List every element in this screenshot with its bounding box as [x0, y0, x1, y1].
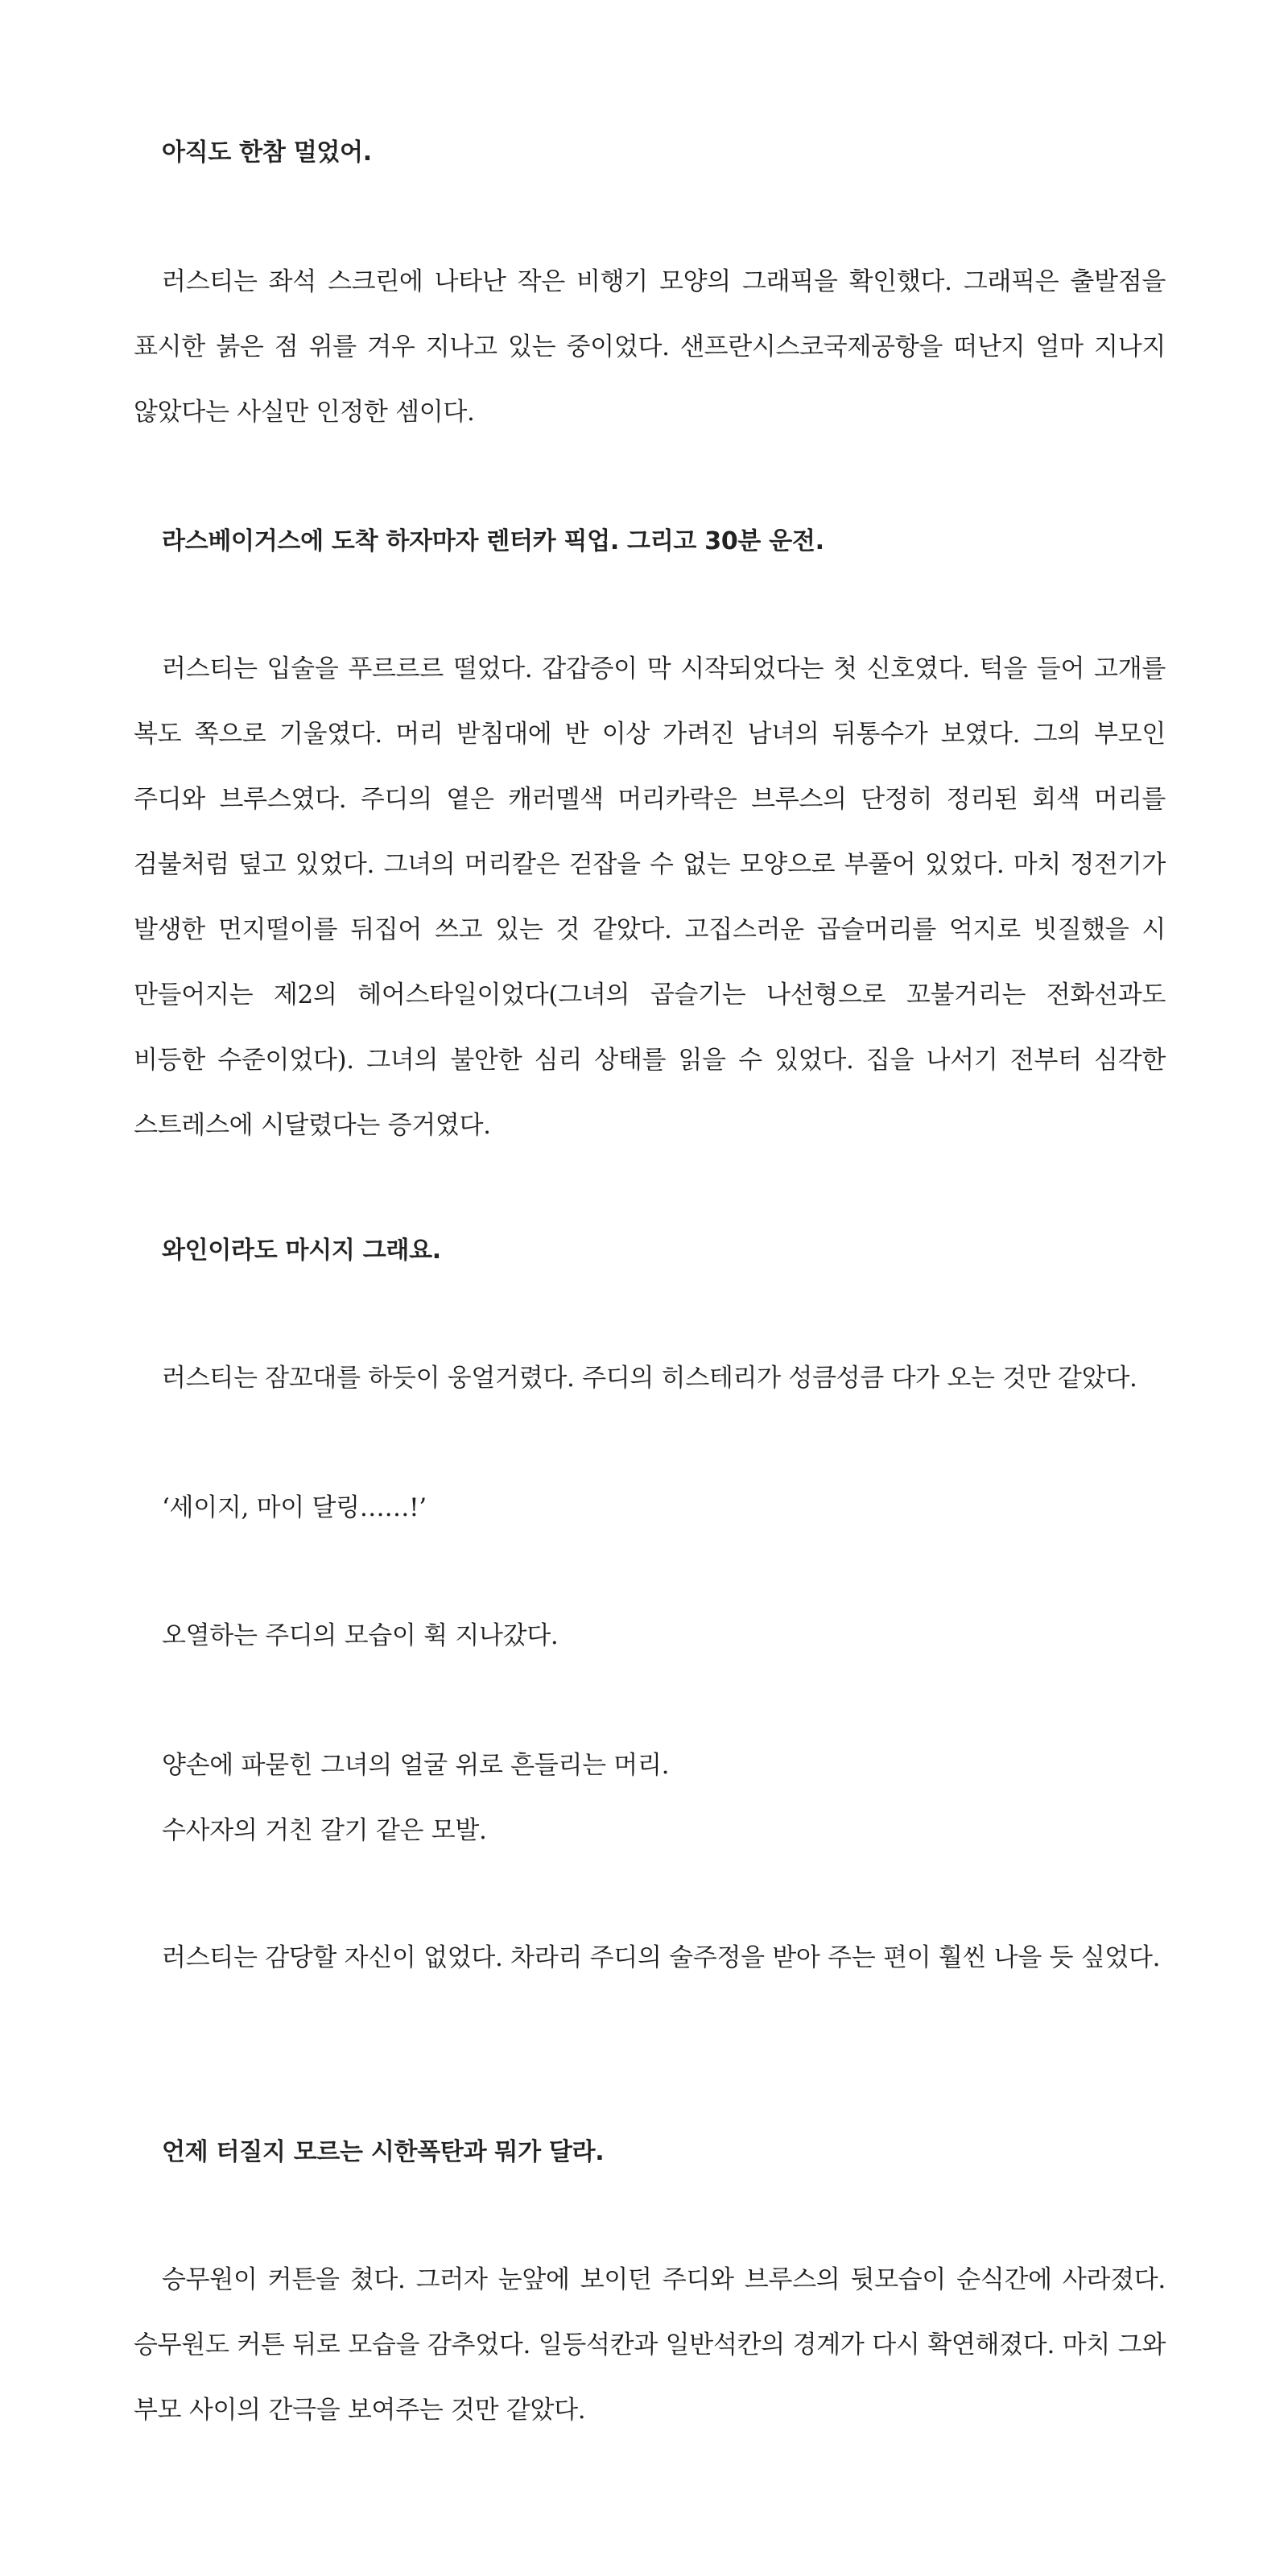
narration-paragraph: 오열하는 주디의 모습이 휙 지나갔다.	[162, 1621, 559, 1650]
text-line: 수사자의 거친 갈기 같은 모발.	[162, 1816, 487, 1845]
inner-thought: 언제 터질지 모르는 시한폭탄과 뭐가 달라.	[162, 2138, 605, 2166]
dialogue-quote: ‘세이지, 마이 달링……!’	[162, 1493, 427, 1522]
narration-paragraph: 러스티는 입술을 푸르르르 떨었다. 갑갑증이 막 시작되었다는 첫 신호였다. 턱을 들어 고개를 복도 쪽으로 기울였다. 머리 받침대에 반 이상 가려진 남녀의 뒤통수가 보였다. 그의 부모인 주디와 브루스였다. 주디의 옅은 캐러멜색 머리카락은 브루스의 단정히 정리된 회색 머리를 검불처럼 덮고 있었다. 그녀의 머리칼은 걷잡을 수 없는 모양으로 부풀어 있었다. 마치 정전기가 발생한 먼지떨이를 뒤집어 쓰고 있는 것 같았다. 고집스러운 곱슬머리를 억지로 빗질했을 시 만들어지는 제2의 헤어스타일이었다(그녀의 곱슬기는 나선형으로 꼬불거리는 전화선과도 비등한 수준이었다). 그녀의 불안한 심리 상태를 읽을 수 있었다. 집을 나서기 전부터 심각한 스트레스에 시달렸다는 증거였다.	[134, 654, 1166, 1140]
narration-paragraph: 러스티는 잠꼬대를 하듯이 웅얼거렸다. 주디의 히스테리가 성큼성큼 다가 오는 것만 같았다.	[162, 1364, 1137, 1393]
inner-thought: 와인이라도 마시지 그래요.	[162, 1236, 441, 1265]
inner-thought: 라스베이거스에 도착 하자마자 렌터카 픽업. 그리고 30분 운전.	[162, 527, 824, 555]
narration-paragraph: 러스티는 좌석 스크린에 나타난 작은 비행기 모양의 그래픽을 확인했다. 그래픽은 출발점을 표시한 붉은 점 위를 겨우 지나고 있는 중이었다. 샌프란시스코국제공항을 떠난지 얼마 지나지 않았다는 사실만 인정한 셈이다.	[134, 267, 1166, 427]
line-group	[134, 1733, 1166, 1864]
inner-thought: 아직도 한참 멀었어.	[162, 138, 372, 167]
narration-paragraph: 승무원이 커튼을 쳤다. 그러자 눈앞에 보이던 주디와 브루스의 뒷모습이 순식간에 사라졌다. 승무원도 커튼 뒤로 모습을 감추었다. 일등석칸과 일반석칸의 경계가 다시 확연해졌다. 마치 그와 부모 사이의 간극을 보여주는 것만 같았다.	[134, 2265, 1166, 2425]
text-line: 양손에 파묻힌 그녀의 얼굴 위로 흔들리는 머리.	[162, 1751, 670, 1780]
narration-paragraph: 러스티는 감당할 자신이 없었다. 차라리 주디의 술주정을 받아 주는 편이 훨씬 나을 듯 싶었다.	[162, 1943, 1161, 1972]
